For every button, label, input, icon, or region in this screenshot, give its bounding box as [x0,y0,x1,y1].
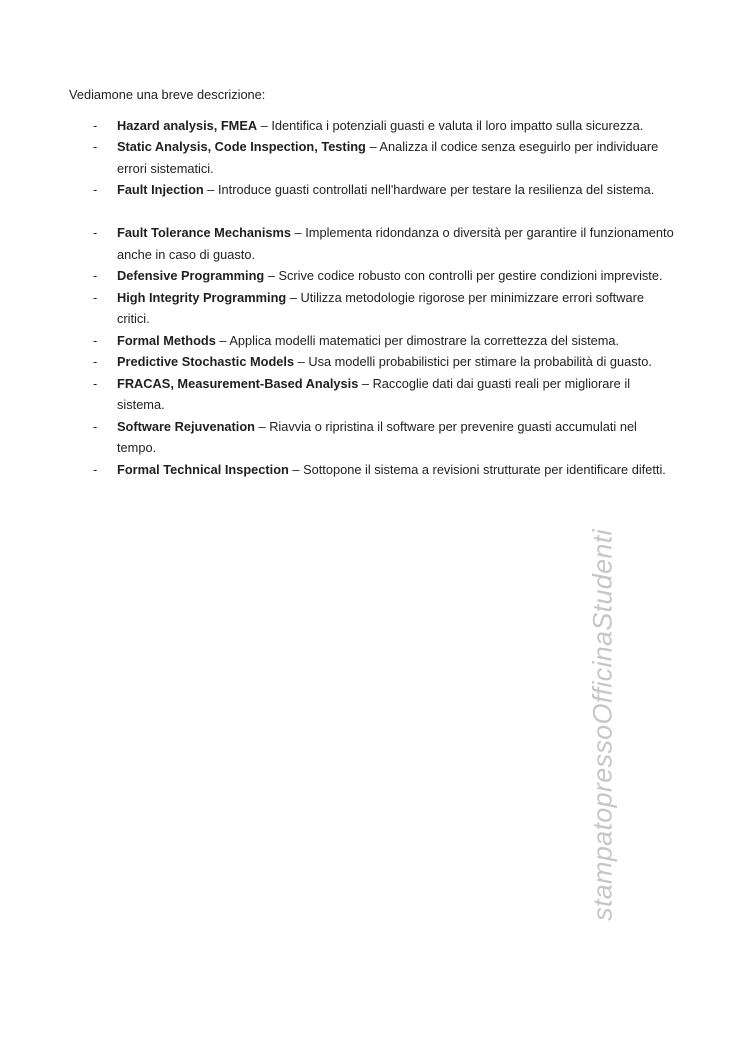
watermark-text: stampatopressoOfficinaStudenti [587,529,618,921]
item-term: Fault Tolerance Mechanisms [117,225,291,240]
bullet-dash: - [93,225,98,240]
item-description: Applica modelli matematici per dimostrare la correttezza del sistema. [229,332,620,348]
intro-paragraph: Vediamone una breve descrizione: [69,87,266,102]
list-item-text [117,330,675,352]
bullet-dash: - [93,139,98,154]
bullet-dash: - [93,268,98,283]
list-item [69,416,675,459]
item-description: Scrive codice robusto con controlli per gestire condizioni impreviste. [278,268,663,283]
bullet-dash: - [93,289,98,305]
list-item [69,115,675,137]
list-item-text [117,287,675,330]
item-term: Fault Injection [117,182,204,197]
item-description: Introduce guasti controllati nell'hardware per testare la resilienza del sistema. [217,182,655,197]
list-item [69,351,675,373]
item-description: Riavvia o ripristina il software per prevenire guasti accumulati nel tempo. [117,418,637,455]
item-separator: – [203,182,218,197]
bullet-dash: - [93,332,98,348]
list-item-text [117,459,675,481]
list-item-text [117,265,675,287]
item-description: Implementa ridondanza o diversità per garantire il funzionamento anche in caso di guasto. [117,225,674,262]
list-item-text [117,136,675,179]
item-term: FRACAS, Measurement-Based Analysis [117,375,359,391]
list-item [69,330,675,352]
item-separator: – [264,268,279,283]
bullet-dash: - [93,418,98,434]
item-term: Formal Methods [117,332,216,348]
item-separator: – [286,289,301,305]
item-separator: – [365,139,380,154]
item-separator: – [215,332,230,348]
techniques-list [69,115,675,481]
item-separator: – [257,117,272,133]
item-term: Software Rejuvenation [117,418,255,434]
item-separator: – [291,225,306,240]
item-term: Defensive Programming [117,268,265,283]
list-item [69,287,675,330]
list-item-text [117,351,675,373]
list-item [69,373,675,416]
item-description: Usa modelli probabilistici per stimare la probabilità di guasto. [308,354,652,369]
item-description: Analizza il codice senza eseguirlo per individuare errori sistematici. [117,139,659,176]
item-description: Identifica i potenziali guasti e valuta il loro impatto sulla sicurezza. [271,117,644,133]
item-description: Raccoglie dati dai guasti reali per migliorare il sistema. [117,375,631,412]
bullet-dash: - [93,117,98,133]
list-item-text [117,416,675,459]
list-item-text [117,115,675,137]
item-description: Utilizza metodologie rigorose per minimizzare errori software critici. [117,289,644,326]
list-item [69,179,675,201]
list-item [69,222,675,265]
item-separator: – [288,461,304,477]
bullet-dash: - [93,461,98,477]
list-item-text [117,179,675,201]
list-item [69,265,675,287]
bullet-dash: - [93,375,98,391]
list-item-text [117,222,675,265]
list-item [69,136,675,179]
item-term: High Integrity Programming [117,289,287,305]
item-separator: – [294,354,309,369]
item-term: Static Analysis, Code Inspection, Testing [117,139,366,154]
item-term: Predictive Stochastic Models [117,354,295,369]
bullet-dash: - [93,354,98,369]
list-item-text [117,373,675,416]
item-description: Sottopone il sistema a revisioni strutturate per identificare difetti. [303,461,666,477]
bullet-dash: - [93,182,98,197]
item-term: Formal Technical Inspection [117,461,289,477]
item-separator: – [254,418,270,434]
item-separator: – [358,375,373,391]
list-item [69,459,675,481]
item-term: Hazard analysis, FMEA [117,117,258,133]
